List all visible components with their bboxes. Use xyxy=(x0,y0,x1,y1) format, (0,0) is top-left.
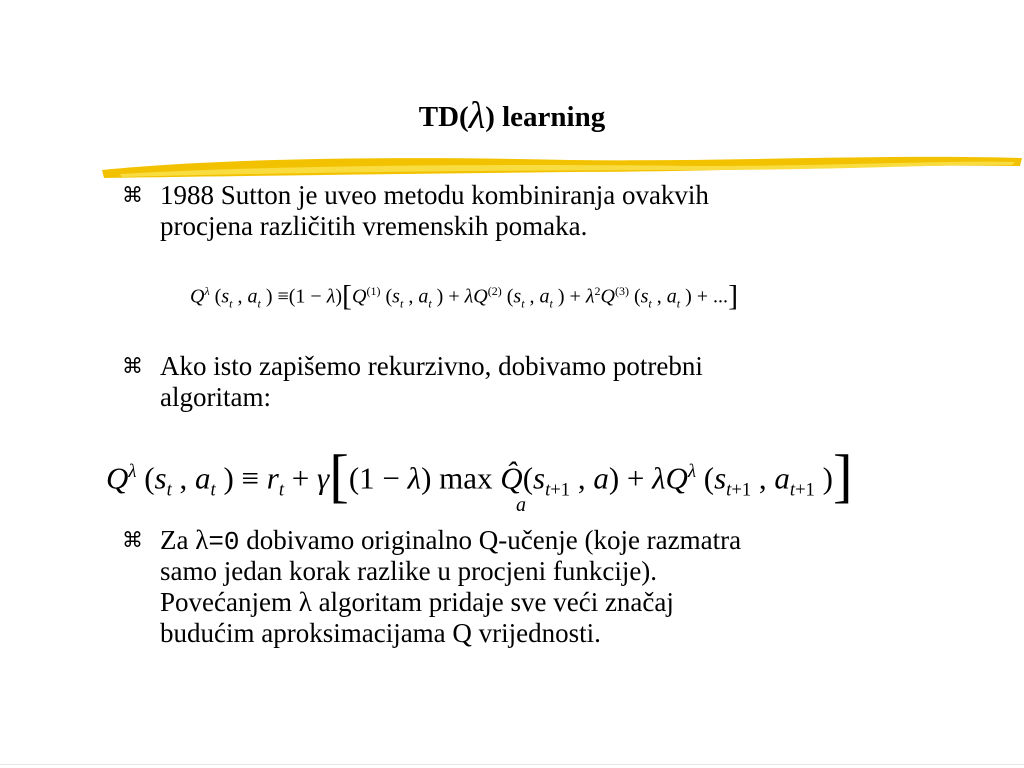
title-brush-underline xyxy=(100,150,1024,184)
title-lambda: λ xyxy=(468,95,486,137)
command-key-icon: ⌘ xyxy=(122,183,143,207)
bullet-3-text: dobivamo originalno Q-učenje (koje razmatra xyxy=(239,525,742,555)
bullet-3-line-3 xyxy=(160,587,741,618)
bullet-3-text: Za xyxy=(160,525,196,555)
bullet-3-line-4: budućim aproksimacijama Q vrijednosti. xyxy=(160,618,601,648)
formula-max-subscript: a xyxy=(516,494,526,516)
title-prefix: TD( xyxy=(418,101,469,133)
bullet-2-line-1: Ako isto zapišemo rekurzivno, dobivamo potrebni xyxy=(160,351,703,381)
bullet-1-line-2: procjena različitih vremenskih pomaka. xyxy=(160,211,588,241)
footer-divider xyxy=(0,764,1024,765)
lambda-symbol: λ xyxy=(195,525,209,555)
bullet-3-line-1 xyxy=(160,525,741,556)
equals-zero: =0 xyxy=(208,527,240,557)
bullet-3-line-2: samo jedan korak razlike u procjeni funkcije). xyxy=(160,556,658,586)
slide-title xyxy=(0,96,1024,137)
bullet-1-line-1: 1988 Sutton je uveo metodu kombiniranja ovakvih xyxy=(160,180,709,210)
formula-lambda-return: $Q^\lambda$ ($s_t$ , $a_t$ ) $\equiv(1 - \lambda)[Q^{(1)}$ ($s_t$ , $a_t$ ) + $\lambda Q^{(2)}$ ($s_t$ , $a_t$ ) + $\lambda^2Q^{(3)}$ ($s_t$ , $a_t$ ) + ...] xyxy=(190,279,739,313)
title-suffix: ) learning xyxy=(485,101,606,133)
command-key-icon: ⌘ xyxy=(122,528,143,552)
lambda-symbol: λ xyxy=(298,587,312,617)
formula-recursive: $Q^\lambda$ ($s_t$ , $a_t$ ) ≡ $r_t + \gamma[(1 - \lambda)$ $\max Q̂(s_{t+1}$ , $a) + \lambda Q^\lambda$ ($s_{t+1}$ , $a_{t+1}$ )] xyxy=(106,443,853,509)
command-key-icon: ⌘ xyxy=(122,354,143,378)
bullet-3-text: Povećanjem xyxy=(160,587,299,617)
bullet-3-text: algoritam pridaje sve veći značaj xyxy=(311,587,674,617)
bullet-2-line-2: algoritam: xyxy=(160,382,271,412)
